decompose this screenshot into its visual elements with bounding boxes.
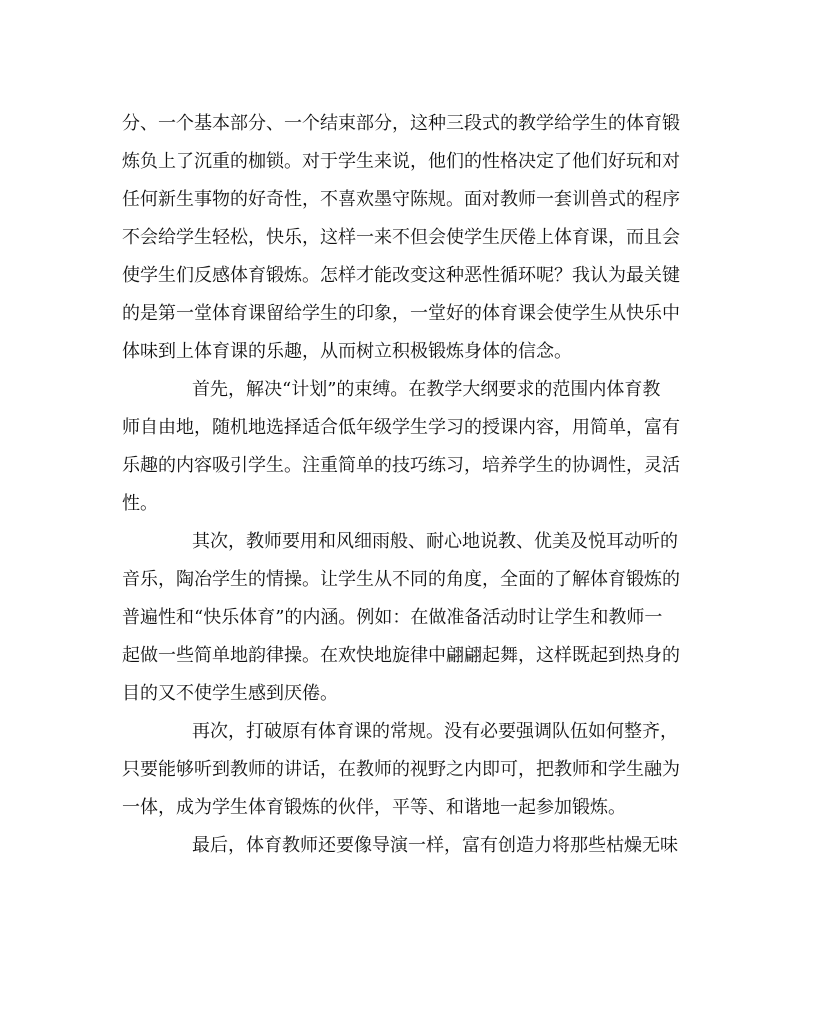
text-line: 不会给学生轻松，快乐，这样一来不但会使学生厌倦上体育课，而且会 <box>122 227 680 248</box>
text-line: 再次，打破原有体育课的常规。没有必要强调队伍如何整齐， <box>192 721 678 742</box>
paragraph-2 <box>122 371 702 523</box>
text-line: 任何新生事物的好奇性，不喜欢墨守陈规。面对教师一套训兽式的程序 <box>122 189 680 210</box>
text-line: 最后，体育教师还要像导演一样，富有创造力将那些枯燥无味 <box>192 835 678 856</box>
text-line: 师自由地，随机地选择适合低年级学生学习的授课内容，用简单，富有 <box>122 417 680 438</box>
text-line: 分、一个基本部分、一个结束部分，这种三段式的教学给学生的体育锻 <box>122 113 680 134</box>
text-line: 使学生们反感体育锻炼。怎样才能改变这种恶性循环呢？我认为最关键 <box>122 265 680 286</box>
text-line: 性。 <box>122 493 158 514</box>
document-body <box>122 105 702 865</box>
text-line: 音乐，陶冶学生的情操。让学生从不同的角度，全面的了解体育锻炼的 <box>122 569 680 590</box>
text-line: 炼负上了沉重的枷锁。对于学生来说，他们的性格决定了他们好玩和对 <box>122 151 680 172</box>
text-line: 起做一些简单地韵律操。在欢快地旋律中翩翩起舞，这样既起到热身的 <box>122 645 680 666</box>
paragraph-4 <box>122 713 702 827</box>
text-line: 一体，成为学生体育锻炼的伙伴，平等、和谐地一起参加锻炼。 <box>122 797 626 818</box>
text-line: 乐趣的内容吸引学生。注重简单的技巧练习，培养学生的协调性，灵活 <box>122 455 680 476</box>
paragraph-1 <box>122 105 702 371</box>
text-line: 的是第一堂体育课留给学生的印象，一堂好的体育课会使学生从快乐中 <box>122 303 680 324</box>
text-line: 普遍性和“快乐体育”的内涵。例如：在做准备活动时让学生和教师一 <box>122 607 663 628</box>
paragraph-3 <box>122 523 702 713</box>
text-line: 只要能够听到教师的讲话，在教师的视野之内即可，把教师和学生融为 <box>122 759 680 780</box>
text-line: 目的又不使学生感到厌倦。 <box>122 683 338 704</box>
text-line: 体味到上体育课的乐趣，从而树立积极锻炼身体的信念。 <box>122 341 572 362</box>
text-line: 首先，解决“计划”的束缚。在教学大纲要求的范围内体育教 <box>192 379 661 400</box>
text-line: 其次，教师要用和风细雨般、耐心地说教、优美及悦耳动听的 <box>192 531 678 552</box>
paragraph-5 <box>122 827 702 865</box>
